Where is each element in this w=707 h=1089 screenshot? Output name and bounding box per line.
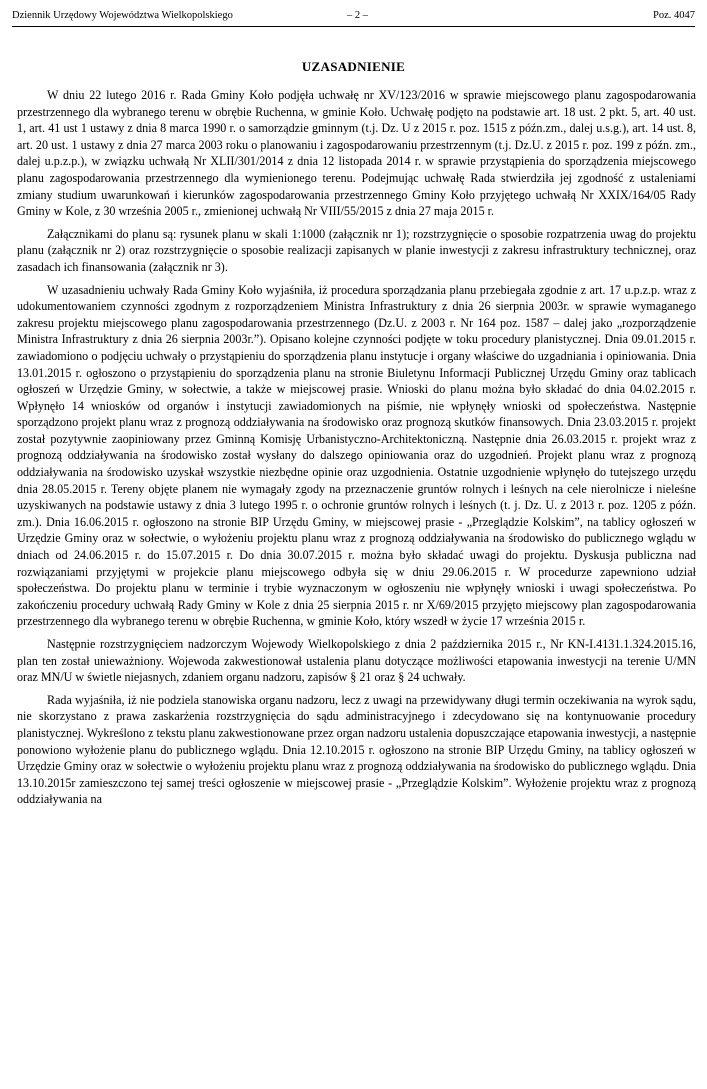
journal-title: Dziennik Urzędowy Województwa Wielkopolskiego [12,10,233,21]
page-header [12,7,695,25]
paragraph: Rada wyjaśniła, iż nie podziela stanowiska organu nadzoru, lecz z uwagi na przewidywany długi termin oczekiwania na wyrok sądu, nie skorzystano z prawa zaskarżenia rozstrzygnięcia do sądu administracyjnego i zdecydowano się na kontynuowanie procedury planistycznej. Wykreślono z tekstu planu zakwestionowane przez organ nadzoru ustalenia dopuszczające etapowania inwestycji, a następnie ponowiono wyłożenie planu do publicznego wglądu. Dnia 12.10.2015 r. ogłoszono na stronie BIP Urzędu Gminy, na tablicy ogłoszeń w Urzędzie Gminy oraz w sołectwie o wyłożeniu projektu planu wraz z prognozą oddziaływania na środowisko do publicznego wglądu. Dnia 13.10.2015r zamieszczono tej samej treści ogłoszenie w miejscowej prasie - „Przeglądzie Kolskim”. Wyłożenie projektu wraz z prognozą oddziaływania na [17,692,696,807]
document-body [17,87,696,814]
header-divider [12,26,695,27]
paragraph: Załącznikami do planu są: rysunek planu w skali 1:1000 (załącznik nr 1); rozstrzygnięcie o sposobie rozpatrzenia uwag do projektu planu (załącznik nr 2) oraz rozstrzygnięcie o sposobie realizacji zapisanych w planie inwestycji z zakresu infrastruktury technicznej, oraz zasadach ich finansowania (załącznik nr 3). [17,226,696,274]
page-number: – 2 – [347,10,368,21]
section-title: UZASADNIENIE [301,59,406,74]
paragraph: W uzasadnieniu uchwały Rada Gminy Koło wyjaśniła, iż procedura sporządzania planu przebiegała zgodnie z art. 17 u.p.z.p. wraz z udokumentowaniem czynności zgodnym z rozporządzeniem Ministra Infrastruktury z dnia 26 sierpnia 2003r. w sprawie wymaganego zakresu projektu miejscowego planu zagospodarowania przestrzennego (Dz.U. z 2003 r. Nr 164 poz. 1587 – dalej jako „rozporządzenie Ministra Infrastruktury z dnia 26 sierpnia 2003r.”). Opisano kolejne czynności podjęte w toku procedury planistycznej. Dnia 09.01.2015 r. zawiadomiono o podjęciu uchwały o przystąpieniu do sporządzenia planu instytucje i organy właściwe do uzgadniania i opiniowania. Dnia 13.01.2015 r. ogłoszono o przystąpieniu do sporządzenia planu na stronie Biuletynu Informacji Publicznej Urzędu Gminy oraz tablicach ogłoszeń w Urzędzie Gminy, w sołectwie, a także w miejscowej prasie. Wnioski do planu można było składać do dnia 04.02.2015 r. Wpłynęło 14 wniosków od organów i instytucji zawiadomionych na piśmie, nie wpłynęły wnioski od społeczeństwa. Następnie sporządzono projekt planu wraz z prognozą oddziaływania na środowisko oraz prognozą skutków finansowych. Dnia 23.03.2015 r. projekt został pozytywnie zaopiniowany przez Gminną Komisję Urbanistyczno-Architektoniczną. Następnie dnia 26.03.2015 r. projekt wraz z prognozą oddziaływania na środowisko został wysłany do dalszego opiniowania oraz do uzgodnień. Projekt planu wraz z prognozą oddziaływania na środowisko uzyskał wszystkie niezbędne opinie oraz uzgodnienia. Ostatnie uzgodnienie wpłynęło do tutejszego urzędu dnia 28.05.2015 r. Tereny objęte planem nie wymagały zgody na przeznaczenie gruntów rolnych i leśnych na cele nierolnicze i nieleśne uzyskiwanych na podstawie ustawy z dnia 3 lutego 1995 r. o ochronie gruntów rolnych i leśnych (t. j. Dz. U. z 2013 r. poz. 1205 z późn. zm.). Dnia 16.06.2015 r. ogłoszono na stronie BIP Urzędu Gminy, w miejscowej prasie - „Przeglądzie Kolskim”, na tablicy ogłoszeń w Urzędzie Gminy oraz w sołectwie, o wyłożeniu projektu planu wraz z prognozą oddziaływania na środowisko do publicznego wglądu w dniach od 24.06.2015 r. do 15.07.2015 r. Do dnia 30.07.2015 r. można było składać uwagi do projektu. Dyskusja publiczna nad rozwiązaniami przyjętymi w projekcie planu miejscowego odbyła się w dniu 29.06.2015 r. W procedurze zapewniono udział społeczeństwa. Do projektu planu w terminie i trybie wyznaczonym w ogłoszeniu nie wpłynęły wnioski i uwagi społeczeństwa. Po zakończeniu procedury uchwałą Rady Gminy w Kole z dnia 25 sierpnia 2015 r. nr X/69/2015 przyjęto miejscowy plan zagospodarowania przestrzennego dla wybranego terenu w obrębie Ruchenna, w gminie Koło, który wszedł w życie 17 września 2015 r. [17,282,696,629]
paragraph: Następnie rozstrzygnięciem nadzorczym Wojewody Wielkopolskiego z dnia 2 października 2015 r., Nr KN-I.4131.1.324.2015.16, plan ten został unieważniony. Wojewoda zakwestionował ustalenia planu dotyczące możliwości etapowania inwestycji na terenie U/MN oraz MN/U w świetle niejasnych, zdaniem organu nadzoru, zapisów § 21 oraz § 24 uchwały. [17,637,696,685]
paragraph: W dniu 22 lutego 2016 r. Rada Gminy Koło podjęła uchwałę nr XV/123/2016 w sprawie miejscowego planu zagospodarowania przestrzennego dla wybranego terenu w obrębie Ruchenna, w gminie Koło. Uchwałę podjęto na podstawie art. 18 ust. 2 pkt. 5, art. 40 ust. 1, art. 41 ust 1 ustawy z dnia 8 marca 1990 r. o samorządzie gminnym (t.j. Dz. U z 2015 r. poz. 1515 z późn.zm., dalej u.s.g.), art. 14 ust. 8, art. 20 ust. 1 ustawy z dnia 27 marca 2003 roku o planowaniu i zagospodarowaniu przestrzennym (t.j. Dz.U. z 2015 r. poz. 199 z późn. zm., dalej u.p.z.p.), w związku uchwałą Nr XLII/301/2014 z dnia 12 listopada 2014 r. w sprawie przystąpienia do sporządzenia miejscowego planu zagospodarowania przestrzennego dla wymienionego terenu. Podejmując uchwałę Rada stwierdziła jej zgodność z ustaleniami zmiany studium uwarunkowań i kierunków zagospodarowania przestrzennego Gminy Koło przyjętego uchwałą Nr XXIX/164/05 Rady Gminy w Kole, z 30 września 2005 r., zmienionej uchwałą Nr VIII/55/2015 z dnia 27 maja 2015 r. [17,88,696,219]
position-number: Poz. 4047 [653,10,695,21]
